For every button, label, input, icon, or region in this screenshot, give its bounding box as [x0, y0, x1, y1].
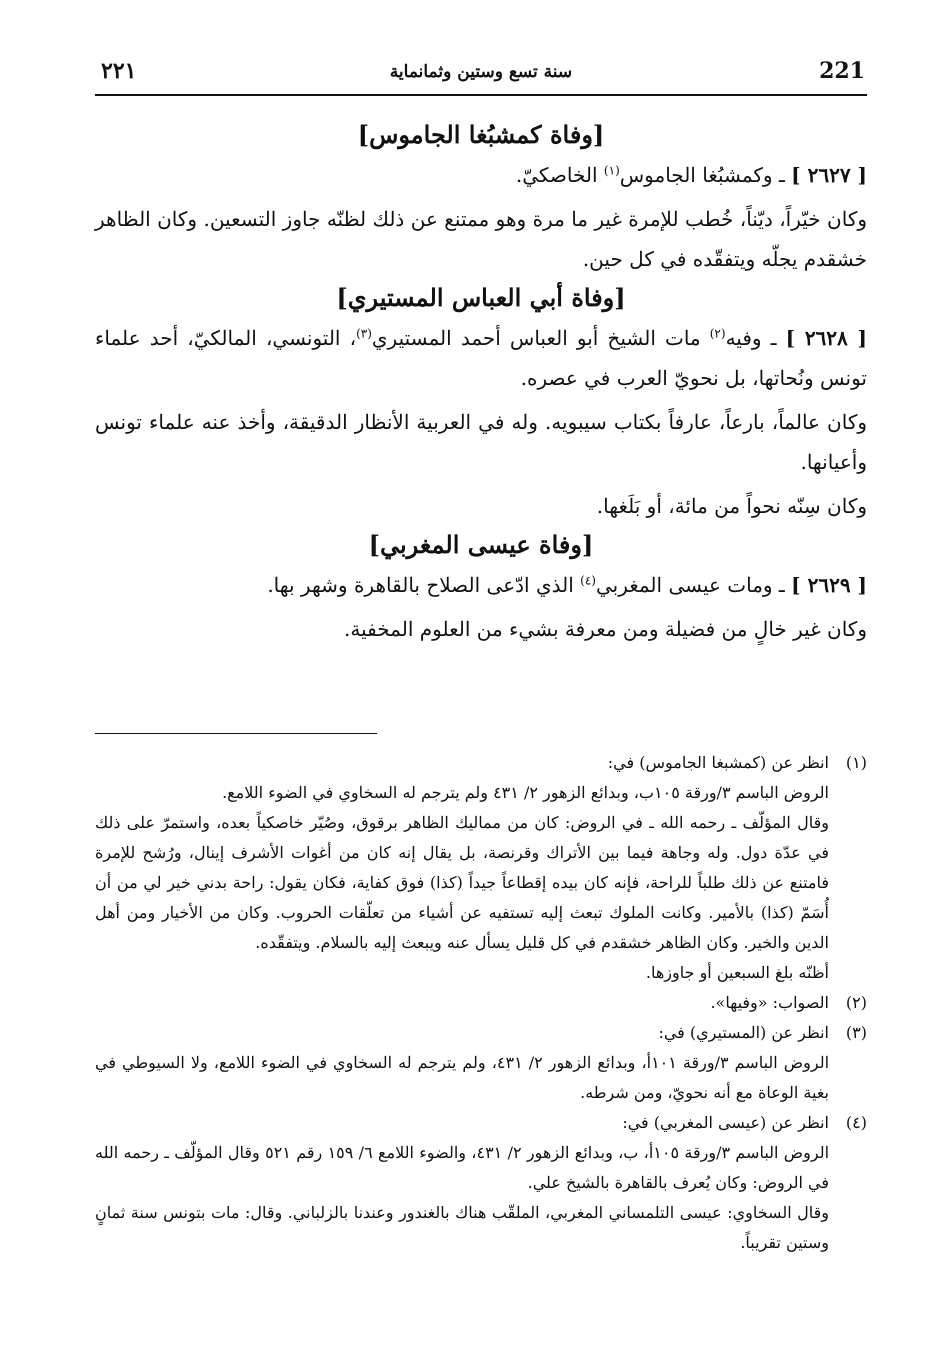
- footnote: [95, 1018, 867, 1108]
- footnote-line: انظر عن (عيسى المغربي) في:: [622, 1113, 829, 1132]
- entry-line: [95, 565, 867, 605]
- footnote-line: انظر عن (كمشبغا الجاموس) في:: [607, 753, 829, 772]
- section-kamshbugha: [95, 120, 867, 279]
- paragraph: وكان خيّراً، ديّناً، خُطب للإمرة غير ما مرة وهو ممتنع عن ذلك لظنّه جاوز التسعين. وكان الظاهر خشقدم يجلّه ويتفقّده في كل حين.: [95, 207, 867, 271]
- footnote: [95, 988, 867, 1018]
- footnote-number: (٤): [845, 1113, 867, 1132]
- footnote-line: الروض الباسم ٣/ورقة ١٠٥ب، وبدائع الزهور ٢/ ٤٣١ ولم يترجم له السخاوي في الضوء اللامع.: [222, 783, 829, 802]
- main-text: [95, 118, 867, 653]
- entry-number: [ ٢٦٢٨ ]: [785, 326, 867, 350]
- footnote-body: [95, 1108, 829, 1258]
- footnote-body: [95, 1018, 829, 1108]
- footnote-number: (٢): [845, 993, 867, 1012]
- footnote-number: (١): [845, 753, 867, 772]
- running-title: سنة تسع وستين وثمانماية: [389, 62, 573, 82]
- entry-number: [ ٢٦٢٧ ]: [791, 163, 867, 187]
- footnote-body: [95, 988, 829, 1018]
- footnote: [95, 748, 867, 988]
- entry-text: الذي ادّعى الصلاح بالقاهرة وشهر بها.: [267, 573, 581, 597]
- page-number-arabic: ٢٢١: [101, 58, 137, 84]
- entry-number: [ ٢٦٢٩ ]: [791, 573, 867, 597]
- entry-text: مات الشيخ أبو العباس أحمد المستيري: [371, 326, 710, 350]
- entry-text: ، التونسي، المالكيّ، أحد علماء تونس ونُحاتها، بل نحويّ العرب في عصره.: [95, 326, 867, 390]
- footnote-marker[interactable]: (٢): [709, 326, 726, 341]
- footnote-marker[interactable]: (٤): [580, 573, 596, 588]
- footnote-line: الصواب: «وفيها».: [710, 993, 829, 1012]
- page-number-latin: 221: [819, 58, 865, 84]
- entry-line: [95, 155, 867, 195]
- paragraph: وكان غير خالٍ من فضيلة ومن معرفة بشيء من العلوم المخفية.: [344, 617, 867, 641]
- entry-text: ـ وفيه: [725, 326, 786, 350]
- footnote: [95, 1108, 867, 1258]
- section-title: [وفاة عيسى المغربي]: [368, 530, 594, 559]
- footnote-line: وقال المؤلّف ـ رحمه الله ـ في الروض: كان من مماليك الظاهر برقوق، وصُيّر خاصكياً بعده، واستمرّ على ذلك في عدّة دول. وله وجاهة فيما بين الأتراك وقرنصة، بل يقال إنه كان من أغوات الأشرف إينال، ورُشح للإمرة فامتنع عن ذلك طلباً للراحة، فإنه كان بيده إقطاعاً جيداً (كذا) فوق كفاية، فكان يقول: راحة بدني خير لي من أن أُسَمّ (كذا) بالأمير. وكانت الملوك تبعث إليه تستفيه عن أشياء من تعلّقات الحروب. وكان من الأخيار ومن أهل الدين والخير. وكان الظاهر خشقدم في كل قليل يسأل عنه ويبعث إليه بالسلام. ويتفقّده.: [95, 813, 829, 952]
- footnote-number: (٣): [845, 1023, 867, 1042]
- footnote-body: [95, 748, 829, 988]
- footnote-marker[interactable]: (١): [603, 163, 620, 178]
- section-mustiri: [95, 283, 867, 526]
- footnote-line: انظر عن (المستيري) في:: [658, 1023, 829, 1042]
- entry-line: [95, 318, 867, 398]
- entry-text: ـ ومات عيسى المغربي: [595, 573, 792, 597]
- section-title: [وفاة كمشبُغا الجاموس]: [357, 120, 605, 149]
- section-title: [وفاة أبي العباس المستيري]: [336, 283, 626, 312]
- entry-text: ـ وكمشبُغا الجاموس: [619, 163, 792, 187]
- paragraph: وكان عالماً، بارعاً، عارفاً بكتاب سيبويه. وله في العربية الأنظار الدقيقة، وأخذ عنه علماء تونس وأعيانها.: [95, 410, 867, 474]
- page-header: [95, 54, 867, 96]
- entry-text: الخاصكيّ.: [515, 163, 604, 187]
- section-isa-maghribi: [95, 530, 867, 649]
- paragraph: وكان سِنّه نحواً من مائة، أو بَلَغها.: [596, 494, 867, 518]
- footnote-line: أظنّه بلغ السبعين أو جاوزها.: [645, 963, 829, 982]
- footnotes: [95, 748, 867, 1258]
- footnote-line: الروض الباسم ٣/ورقة ١٠١أ، وبدائع الزهور ٢/ ٤٣١، ولم يترجم له السخاوي في الضوء اللامع، ولا السيوطي في بغية الوعاة مع أنه نحويّ، ومن شرطه.: [95, 1053, 830, 1102]
- footnote-line: وقال السخاوي: عيسى التلمساني المغربي، الملقّب هناك بالغندور وعندنا بالزلباني. وقال: مات بتونس سنة ثمانٍ وستين تقريباً.: [95, 1203, 829, 1252]
- footnote-marker[interactable]: (٣): [356, 326, 372, 341]
- footnote-line: الروض الباسم ٣/ورقة ١٠٥أ، ب، وبدائع الزهور ٢/ ٤٣١، والضوء اللامع ٦/ ١٥٩ رقم ٥٢١ وقال المؤلّف ـ رحمه الله في الروض: وكان يُعرف بالقاهرة بالشيخ علي.: [95, 1143, 830, 1192]
- footnote-divider: [95, 733, 377, 734]
